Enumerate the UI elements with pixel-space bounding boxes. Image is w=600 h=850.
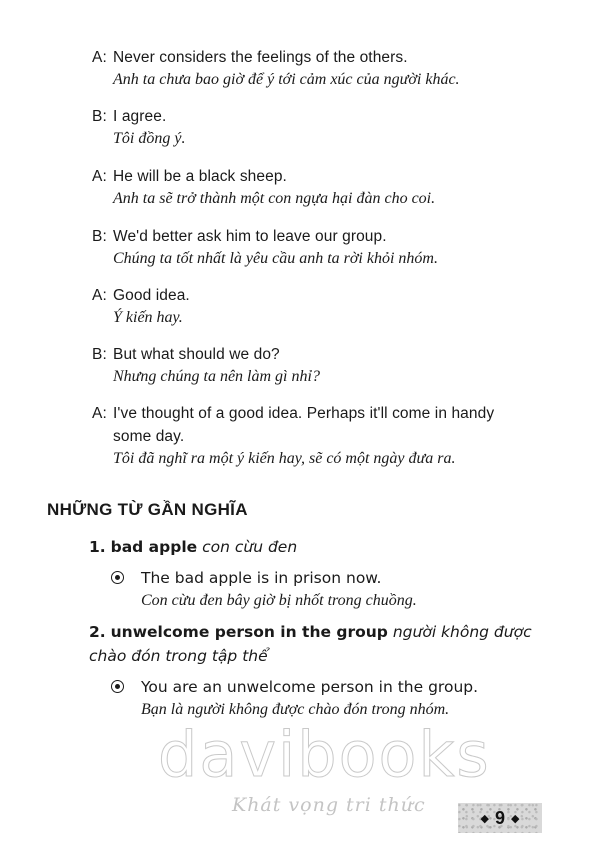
dialogue-turn [92,165,532,210]
entry-number: 2. [89,623,106,641]
speaker-label: A: [92,49,107,66]
circle-bullet-icon [111,571,124,584]
circle-bullet-icon [111,680,124,693]
diamond-icon: ◆ [511,812,520,825]
synonym-entry [89,535,559,612]
dialogue-turn [92,284,532,329]
english-line: I agree. [113,108,167,125]
english-line: But what should we do? [113,346,280,363]
vietnamese-line: Nhưng chúng ta nên làm gì nhỉ? [113,368,320,385]
entry-meaning: con cừu đen [202,538,298,556]
dialogue-turn [92,402,532,470]
example [111,676,559,721]
watermark-logo: davibooks [158,718,491,791]
example-english: The bad apple is in prison now. [141,569,382,587]
speaker-label: A: [92,168,107,185]
vietnamese-line: Tôi đồng ý. [113,130,186,147]
page-number-box [458,803,542,833]
english-line: Never considers the feelings of the others. [113,49,408,66]
english-line: Good idea. [113,287,190,304]
dialogue-turn [92,225,532,270]
entry-meaning: người không được chào đón trong tập thể [89,623,532,665]
page-number: 9 [494,807,505,828]
vietnamese-line: Anh ta sẽ trở thành một con ngựa hại đàn cho coi. [113,190,436,207]
example-vietnamese: Con cừu đen bây giờ bị nhốt trong chuồng. [141,592,417,609]
entry-term: bad apple [110,538,198,556]
speaker-label: A: [92,287,107,304]
entry-number: 1. [89,538,106,556]
speaker-label: A: [92,405,107,422]
dialogue-turn [92,343,532,388]
vietnamese-line: Chúng ta tốt nhất là yêu cầu anh ta rời khỏi nhóm. [113,250,438,267]
speaker-label: B: [92,108,107,125]
dialogue-turn [92,105,532,150]
vietnamese-line: Tôi đã nghĩ ra một ý kiến hay, sẽ có một ngày đưa ra. [113,450,456,467]
section-heading: NHỮNG TỪ GẦN NGHĨA [47,500,248,519]
vietnamese-line: Anh ta chưa bao giờ để ý tới cảm xúc của người khác. [113,71,460,88]
example [111,567,559,612]
diamond-icon: ◆ [480,812,489,825]
english-line: He will be a black sheep. [113,168,287,185]
english-line: I've thought of a good idea. Perhaps it'll come in handy some day. [113,405,495,445]
watermark-slogan: Khát vọng tri thức [232,794,426,816]
english-line: We'd better ask him to leave our group. [113,228,387,245]
example-vietnamese: Bạn là người không được chào đón trong nhóm. [141,701,450,718]
dialogue-turn [92,46,532,91]
example-english: You are an unwelcome person in the group. [141,678,479,696]
entry-term: unwelcome person in the group [110,623,388,641]
synonym-entry [89,620,559,721]
speaker-label: B: [92,228,107,245]
vietnamese-line: Ý kiến hay. [113,309,183,326]
speaker-label: B: [92,346,107,363]
